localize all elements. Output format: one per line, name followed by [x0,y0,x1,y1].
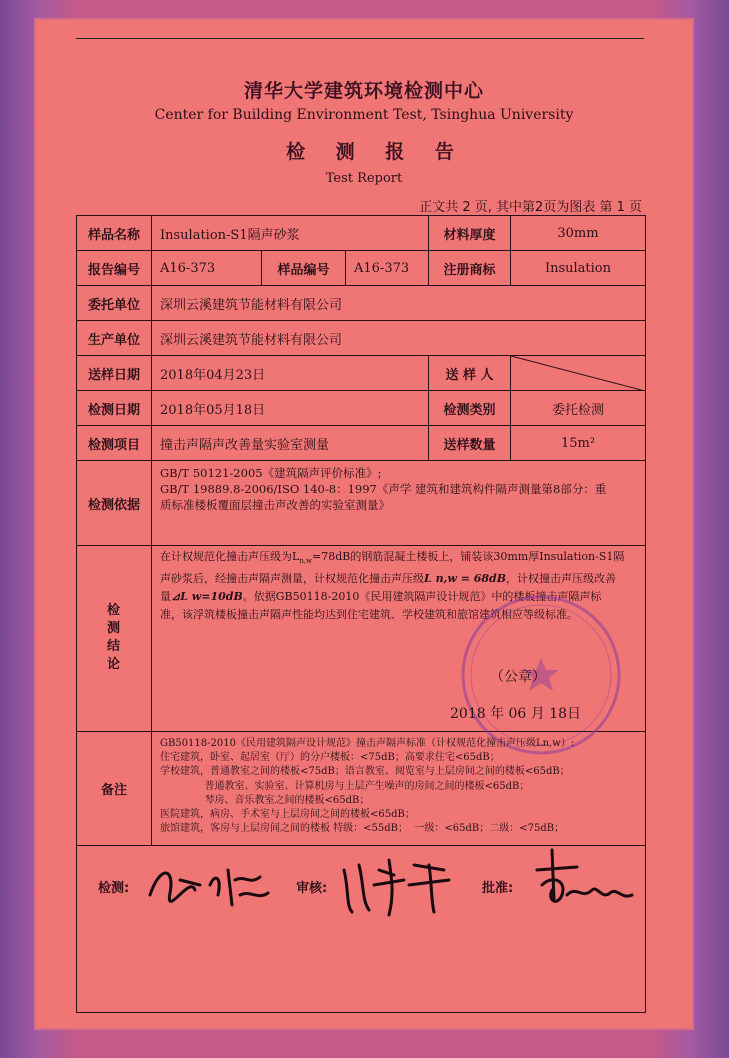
send-date: 2018年04月23日 [152,356,429,391]
conclusion-char-3: 结 [106,639,120,654]
qty-label: 送样数量 [429,426,511,461]
basis [152,461,645,546]
test-type-label: 检测类别 [429,391,511,426]
notes-label: 备注 [77,732,152,846]
client-label: 委托单位 [77,286,152,321]
test-item-label: 检测项目 [77,426,152,461]
test-date: 2018年05月18日 [152,391,429,426]
trademark-label: 注册商标 [429,251,511,286]
conclusion-label [76,545,151,731]
conclusion-value-delta: ⊿L w=10dB [171,590,243,604]
sample-name: Insulation-S1隔声砂浆 [152,216,429,251]
top-rule [76,38,644,39]
org-name-en: Center for Building Environment Test, Tsinghua University [154,107,574,123]
basis-line-1: GB/T 50121-2005《建筑隔声评价标准》; [160,466,382,480]
producer-label: 生产单位 [77,321,152,356]
basis-line-3: 质标准楼板覆面层撞击声改善的实验室测量》 [160,498,390,512]
org-name-cn: 清华大学建筑环境检测中心 [243,80,484,102]
conclusion-text: 在计权规范化撞击声压级为$L_{n,w}=78dB$的钢筋混凝土楼板上，铺装该30mm厚Insulation-S1隔 声砂浆后，经撞击声隔声测量，计权规范化撞击声压级L n,w = 68dB，计权撞击声压级改善 量⊿L w=10dB。依据GB50118-2010《民用建筑隔声设计规范》中的楼板撞击声隔声标 准，该浮筑楼板撞击声隔声性能均达到住宅建筑、学校建筑和旅馆建筑相应等级标准。 [160,548,640,624]
doc-title-cn: 检 测 报 告 [286,141,466,163]
basis-line-2: GB/T 19889.8-2006/ISO 140-8：1997《声学 建筑和建筑构件隔声测量第8部分：重 [160,482,607,496]
conclusion-char-4: 论 [106,657,120,672]
test-type: 委托检测 [511,391,645,426]
report-sheet [36,20,692,1028]
thickness-label: 材料厚度 [429,216,511,251]
client: 深圳云溪建筑节能材料有限公司 [152,286,645,321]
page-info: 正文共 2 页, 其中第2页为图表 第 1 页 [419,200,642,215]
reviewer-label: 审核: [296,881,328,896]
conclusion-p4: 准，该浮筑楼板撞击声隔声性能均达到住宅建筑、学校建筑和旅馆建筑相应等级标准。 [160,608,578,622]
conclusion-p2c: ，计权撞击声压级改善 [506,572,617,586]
basis-label: 检测依据 [77,461,152,546]
sample-no: A16-373 [346,251,429,286]
send-date-label: 送样日期 [77,356,152,391]
doc-title-en: Test Report [325,171,403,186]
thickness: 30mm [511,216,645,251]
qty: 15m² [511,426,645,461]
trademark: Insulation [511,251,645,286]
conclusion-p1b: =78dB的钢筋混凝土楼板上，铺装该30mm厚Insulation-S1隔 [312,550,625,563]
sample-name-label: 样品名称 [77,216,152,251]
tester-signature [140,855,280,915]
report-no: A16-373 [152,251,262,286]
test-item: 撞击声隔声改善量实验室测量 [152,426,429,461]
conclusion-p1a: 在计权规范化撞击声压级为L [160,550,300,563]
sender-label: 送 样 人 [429,356,511,391]
report-no-label: 报告编号 [77,251,152,286]
test-date-label: 检测日期 [77,391,152,426]
conclusion-char-1: 检 [106,603,120,618]
approver-signature [522,845,652,925]
producer: 深圳云溪建筑节能材料有限公司 [152,321,645,356]
sender-empty [511,356,645,391]
notes-text: GB50118-2010《民用建筑隔声设计规范》撞击声隔声标准（计权规范化撞击声压级Ln,w）: 住宅建筑，卧室、起居室（厅）的分户楼板：<75dB；高要求住宅<65dB； 学校建筑，普通教室之间的楼板<75dB；语言教室、阅览室与上层房间之间的楼板<65dB； 普通教室、实验室、计算机房与上层产生噪声的房间之间的楼板<65dB； 琴房、音乐教室之间的楼板<65dB； 医院建筑，病房、手术室与上层房间之间的楼板<65dB； 旅馆建筑，客房与上层房间之间的楼板 特级：<55dB； 一级：<65dB；二级：<75dB； [160,738,575,835]
conclusion-p3a: 量 [160,590,171,604]
conclusion-p2: 声砂浆后，经撞击声隔声测量，计权规范化撞击声压级 [160,572,424,586]
conclusion-p3c: 。依据GB50118-2010《民用建筑隔声设计规范》中的楼板撞击声隔声标 [242,590,602,604]
tester-label: 检测: [98,881,130,896]
diagonal-strike [511,356,645,391]
seal-label: （公章） [490,669,546,685]
sample-no-label: 样品编号 [262,251,346,286]
conclusion-value-lnw: L n,w = 68dB [424,572,507,586]
approver-label: 批准: [482,881,514,896]
conclusion-char-2: 测 [106,621,120,636]
issue-date: 2018 年 06 月 18日 [450,706,582,722]
reviewer-signature [334,850,464,920]
